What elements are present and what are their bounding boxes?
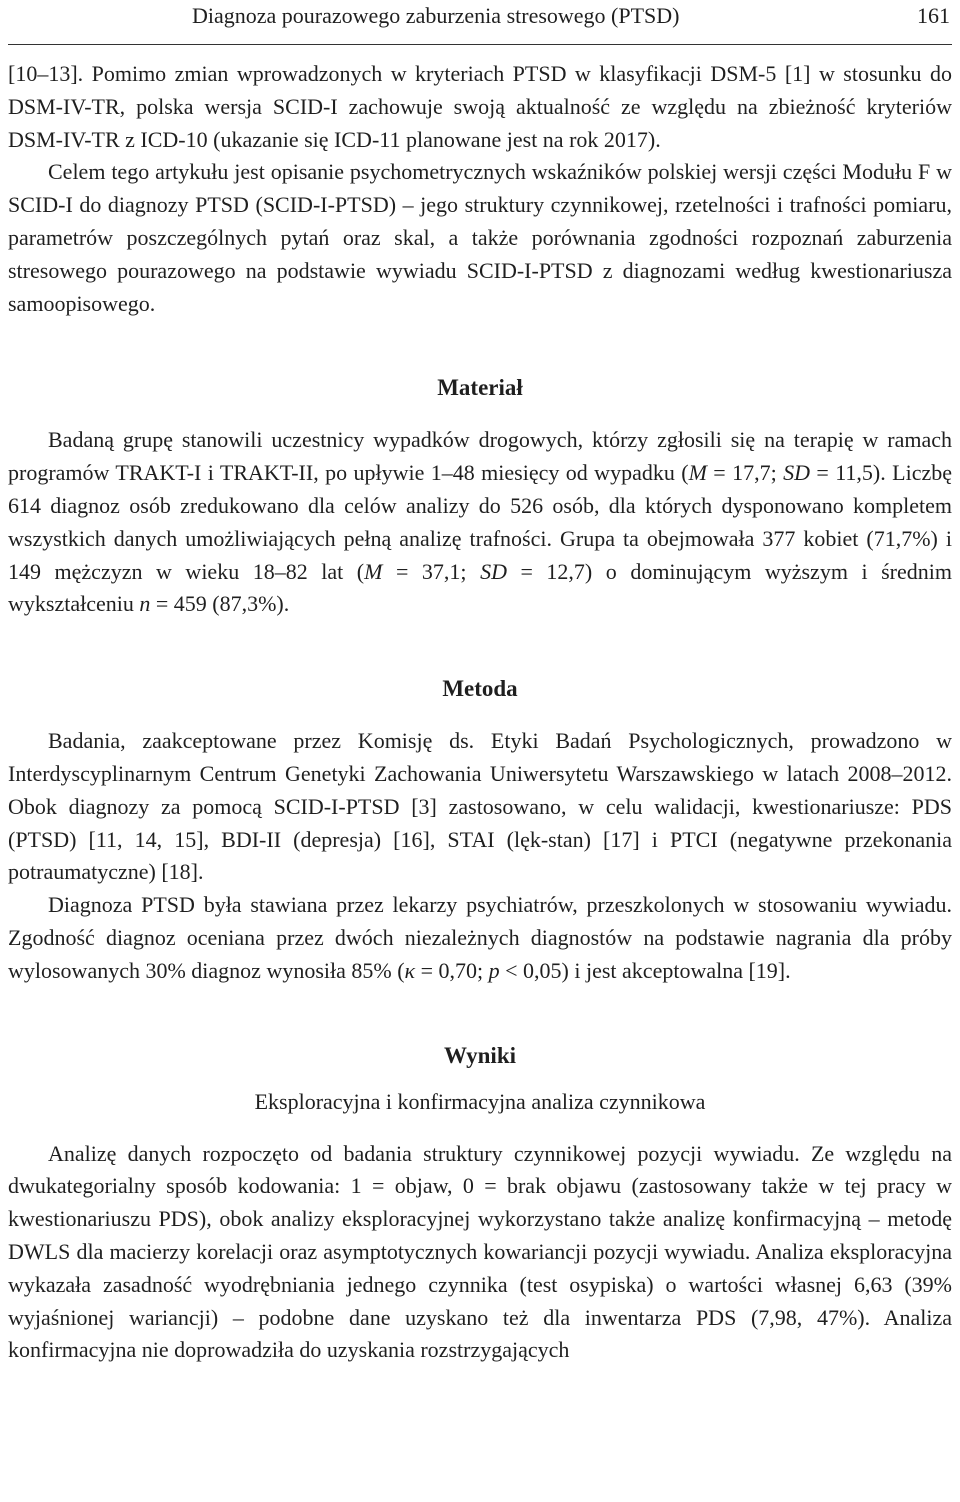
wyniki-paragraph-1: Analizę danych rozpoczęto od badania struktury czynnikowej pozycji wywiadu. Ze względu na dwukategorialny sposób kodowania: 1 = objaw, 0 = brak objawu (zastosowany także w tej pracy w kwestionariuszu PDS), obok analizy eksploracyjnej wykorzystano także analizę konfirmacyjną – metodę DWLS dla macierzy korelacji oraz asymptotycznych kowariancji pozycji wywiadu. Analiza eksploracyjna wykazała zasadność wyodrębniania jednego czynnika (test osypiska) o wartości własnej 6,63 (39% wyjaśnionej wariancji) – podobne dane uzyskano też dla inwentarza PDS (7,98, 47%). Analiza konfirmacyjna nie doprowadziła do uzyskania rozstrzygających [8, 1140, 952, 1363]
intro-paragraph-1: [10–13]. Pomimo zmian wprowadzonych w kryteriach PTSD w klasyfikacji DSM-5 [1] w stosunku do DSM-IV-TR, polska wersja SCID-I zachowuje swoją aktualność ze względu na zbieżność kryteriów DSM-IV-TR z ICD-10 (ukazanie się ICD-11 planowane jest na rok 2017). [8, 61, 952, 152]
text-run: = 459 (87,3%). [150, 591, 290, 617]
text-run: = 12,7) o dominującym wyższym i średnim wykształceniu [8, 558, 952, 617]
page-number: 161 [917, 3, 950, 28]
metoda-paragraph-1: Badania, zaakceptowane przez Komisję ds. Etyki Badań Psychologicznych, prowadzono w Interdyscyplinarnym Centrum Genetyki Zachowania Uniwersytetu Warszawskiego w latach 2008–2012. Obok diagnozy za pomocą SCID-I-PTSD [3] zastosowano, w celu walidacji, kwestionariusze: PDS (PTSD) [11, 14, 15], BDI-II (depresja) [16], STAI (lęk-stan) [17] i PTCI (negatywne przekonania potraumatyczne) [18]. [8, 728, 952, 885]
text-run: = 17,7; [706, 460, 784, 486]
section-heading-material: Materiał [437, 375, 523, 401]
p-symbol: p [488, 957, 500, 983]
n-symbol: n [139, 591, 151, 617]
running-title: Diagnoza pourazowego zaburzenia stresowego (PTSD) [192, 3, 680, 28]
text-run: = 0,70; [415, 957, 489, 983]
page-content [8, 58, 952, 1367]
running-header [8, 0, 952, 45]
text-run: = 11,5). Liczbę 614 diagnoz osób zredukowano dla celów analizy do 526 osób, dla których dysponowano kompletem wszystkich danych umożliwiających pełną analizę trafności. Grupa ta obejmowała 377 kobiet (71,7%) i 149 mężczyzn w wieku 18–82 lat ( [8, 460, 952, 584]
section-heading-metoda: Metoda [442, 676, 518, 702]
kappa-symbol: κ [404, 957, 416, 983]
sd-symbol: SD [783, 460, 811, 486]
mean-symbol: M [688, 460, 707, 486]
metoda-paragraph-2 [8, 889, 952, 987]
section-heading-wyniki: Wyniki [443, 1042, 516, 1068]
subsection-heading: Eksploracyjna i konfirmacyjna analiza czynnikowa [254, 1088, 706, 1114]
sd-symbol: SD [480, 558, 507, 584]
text-run: Diagnoza PTSD była stawiana przez lekarzy psychiatrów, przeszkolonych w stosowaniu wywiadu. Zgodność diagnoz oceniana przez dwóch niezależnych diagnostów na podstawie nagrania dla próby wylosowanych 30% diagnoz wynosiła 85% ( [8, 892, 952, 983]
text-run: Badaną grupę stanowili uczestnicy wypadków drogowych, którzy zgłosili się na terapię w ramach programów TRAKT-I i TRAKT-II, po upływie 1–48 miesięcy od wypadku ( [8, 427, 952, 486]
text-run: = 37,1; [382, 558, 481, 584]
intro-paragraph-2: Celem tego artykułu jest opisanie psychometrycznych wskaźników polskiej wersji części Modułu F w SCID-I do diagnozy PTSD (SCID-I-PTSD) – jego struktury czynnikowej, rzetelności i trafności pomiaru, parametrów poszczególnych pytań oraz skal, a także porównania zgodności rozpoznań zaburzenia stresowego pourazowego na podstawie wywiadu SCID-I-PTSD z diagnozami według kwestionariusza samoopisowego. [8, 159, 952, 316]
material-paragraph-1 [8, 424, 952, 621]
text-run: < 0,05) i jest akceptowalna [19]. [499, 957, 791, 983]
mean-symbol: M [364, 558, 383, 584]
